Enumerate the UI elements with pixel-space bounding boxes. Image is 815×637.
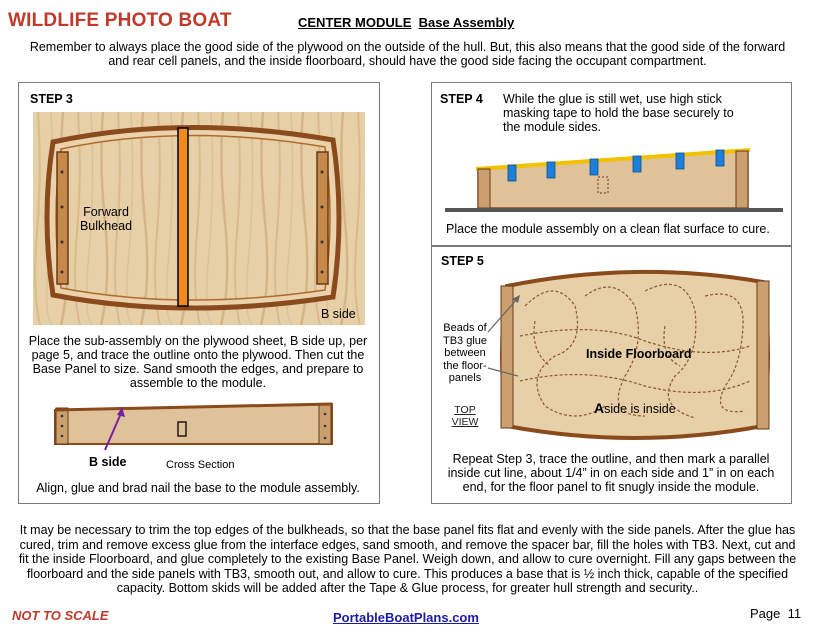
a-side-label xyxy=(594,401,676,416)
not-to-scale-note: NOT TO SCALE xyxy=(12,608,109,623)
step3-caption: Align, glue and brad nail the base to the module assembly. xyxy=(36,481,360,495)
cross-section-label: Cross Section xyxy=(166,459,235,471)
bulkhead-label xyxy=(66,205,146,233)
step5-instructions: Repeat Step 3, trace the outline, and then mark a parallel inside cut line, about 1/4” in on each side and 1” in on each end, for the floor panel to fit snugly inside the module. xyxy=(447,452,775,494)
top-view-line1: TOP xyxy=(454,404,476,416)
beads-label: Beads of TB3 glue between the floor-panels xyxy=(442,322,488,384)
page-label: Page xyxy=(750,606,781,621)
step4-label: STEP 4 xyxy=(440,92,483,106)
bulkhead-label-line2: Bulkhead xyxy=(79,219,133,233)
step4-caption: Place the module assembly on a clean flat surface to cure. xyxy=(446,222,770,236)
step3-label: STEP 3 xyxy=(30,92,73,106)
a-side-letter: A xyxy=(594,400,605,416)
subtitle-module: CENTER MODULE xyxy=(298,15,412,30)
b-side-label: B side xyxy=(321,307,356,321)
website-link[interactable]: PortableBoatPlans.com xyxy=(333,610,479,625)
step5-label: STEP 5 xyxy=(441,254,484,268)
cross-section-illustration xyxy=(52,400,337,450)
top-view-line2: VIEW xyxy=(451,416,479,428)
intro-paragraph: Remember to always place the good side of the plywood on the outside of the hull. But, this also means that the good side of the forward and rear cell panels, and the inside floorboard, should have the good side facing the occupant compartment. xyxy=(29,40,786,68)
document-title: WILDLIFE PHOTO BOAT xyxy=(8,10,232,31)
top-view-label xyxy=(447,404,483,428)
bottom-paragraph: It may be necessary to trim the top edges of the bulkheads, so that the base panel fits flat and evenly with the side panels. After the glue has cured, trim and remove excess glue from the interface edges, sand smooth, and remove the spacer bar, fill the holes with TB3. Next, cut and fit the inside Floorboard, and glue completely to the existing Base Panel. Weigh down, and allow to cure overnight. Fill any gaps between the floorboard and the side panels with TB3, smooth out, and allow to cure. This produces a base that is ½ inch thick, capable of the specified capacity. Bottom skids will be added after the Tape & Glue process, for greater hull strength and security.. xyxy=(18,523,797,595)
step3-instructions: Place the sub-assembly on the plywood sheet, B side up, per page 5, and trace the outline onto the plywood. Then cut the Base Panel to size. Sand smooth the edges, and prepare to assemble to the module. xyxy=(28,334,368,390)
page-number-value: 11 xyxy=(787,606,802,621)
b-side-arrow xyxy=(100,405,130,455)
subtitle-assembly: Base Assembly xyxy=(418,15,515,30)
step4-module-illustration xyxy=(440,145,785,215)
a-side-text: side is inside xyxy=(604,402,676,416)
page-number xyxy=(750,606,801,621)
section-subtitle xyxy=(298,15,514,30)
inside-floorboard-label: Inside Floorboard xyxy=(586,347,692,361)
step4-instructions: While the glue is still wet, use high stick masking tape to hold the base securely to the module sides. xyxy=(503,92,734,134)
section-b-side-label: B side xyxy=(89,455,127,469)
bulkhead-label-line1: Forward xyxy=(83,205,129,219)
